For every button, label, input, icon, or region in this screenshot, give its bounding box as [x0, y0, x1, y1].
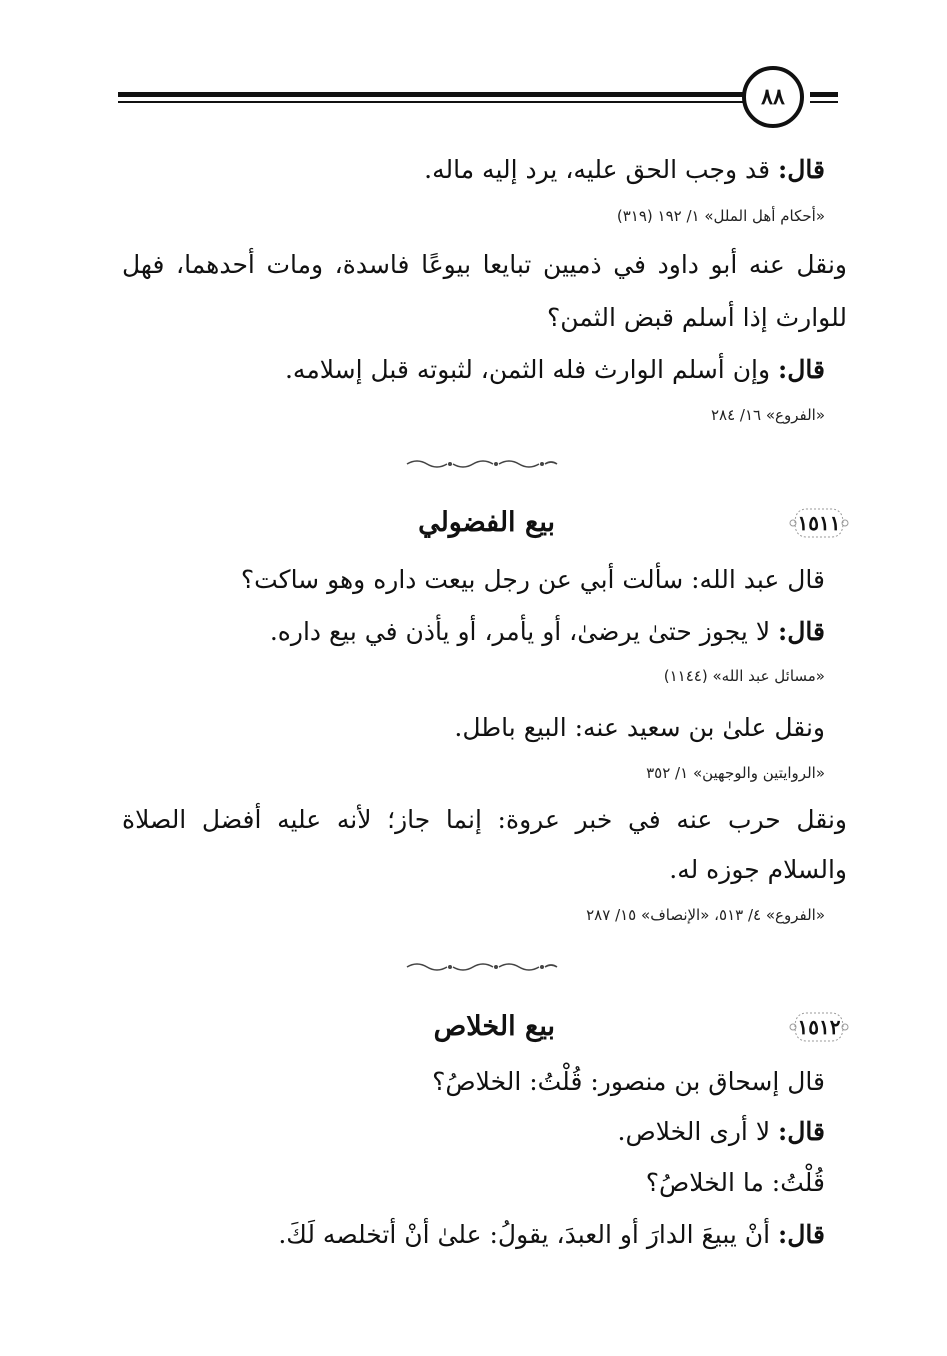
- paragraph-line: ونقل حرب عنه في خبر عروة: إنما جاز؛ لأنه عليه أفضل الصلاة: [122, 805, 847, 834]
- section-number-badge: [787, 1007, 851, 1047]
- section-number-badge: [787, 503, 851, 543]
- qal-label: قال:: [778, 1220, 825, 1249]
- citation: «أحكام أهل الملل» ١/ ١٩٢ (٣١٩): [616, 207, 825, 225]
- text-run: لا أرى الخلاص.: [617, 1117, 779, 1146]
- section-number: ١٥١١: [797, 511, 841, 535]
- paragraph-line: ونقل عنه أبو داود في ذميين تبايعا بيوعًا فاسدة، ومات أحدهما، فهل: [122, 250, 847, 279]
- text-run: لا يجوز حتىٰ يرضىٰ، أو يأمر، أو يأذن في بيع داره.: [269, 617, 779, 646]
- paragraph-line: قال إسحاق بن منصور: قُلْتُ: الخلاصُ؟: [432, 1067, 825, 1096]
- paragraph-line: [285, 350, 825, 390]
- qal-label: قال:: [778, 155, 825, 184]
- paragraph-line: والسلام جوزه له.: [669, 855, 847, 884]
- section-title: بيع الفضولي: [418, 507, 555, 538]
- paragraph-line: قال عبد الله: سألت أبي عن رجل بيعت داره وهو ساكت؟: [240, 565, 825, 594]
- paragraph-line: [424, 150, 825, 190]
- ornament-divider: [405, 961, 560, 973]
- qal-label: قال:: [778, 355, 825, 384]
- citation: «الفروع» ١٦/ ٢٨٤: [710, 406, 825, 424]
- header-rule-thin: [118, 101, 744, 103]
- text-run: أنْ يبيعَ الدارَ أو العبدَ، يقولُ: علىٰ أنْ أتخلصه لَكَ.: [278, 1220, 779, 1249]
- qal-label: قال:: [778, 617, 825, 646]
- section-number: ١٥١٢: [797, 1015, 841, 1039]
- header-rule-right: [810, 92, 838, 97]
- text-run: وإن أسلم الوارث فله الثمن، لثبوته قبل إسلامه.: [284, 355, 779, 384]
- paragraph-line: [278, 1215, 825, 1255]
- citation: «الروايتين والوجهين» ١/ ٣٥٢: [646, 764, 825, 782]
- paragraph-line: [618, 1112, 825, 1152]
- citation: «مسائل عبد الله» (١١٤٤): [663, 667, 825, 685]
- paragraph-line: ونقل علىٰ بن سعيد عنه: البيع باطل.: [454, 713, 825, 742]
- paragraph-line: للوارث إذا أسلم قبض الثمن؟: [547, 303, 847, 332]
- ornament-divider: [405, 458, 560, 470]
- header-rule-right-thin: [810, 101, 838, 103]
- paragraph-line: [270, 612, 825, 652]
- text-run: قد وجب الحق عليه، يرد إليه ماله.: [424, 155, 779, 184]
- page-number: ٨٨: [742, 66, 804, 128]
- section-title: بيع الخلاص: [433, 1011, 555, 1042]
- header-rule: [118, 92, 744, 97]
- qal-label: قال:: [778, 1117, 825, 1146]
- citation: «الفروع» ٤/ ٥١٣، «الإنصاف» ١٥/ ٢٨٧: [586, 906, 825, 924]
- paragraph-line: قُلْتُ: ما الخلاصُ؟: [645, 1168, 825, 1197]
